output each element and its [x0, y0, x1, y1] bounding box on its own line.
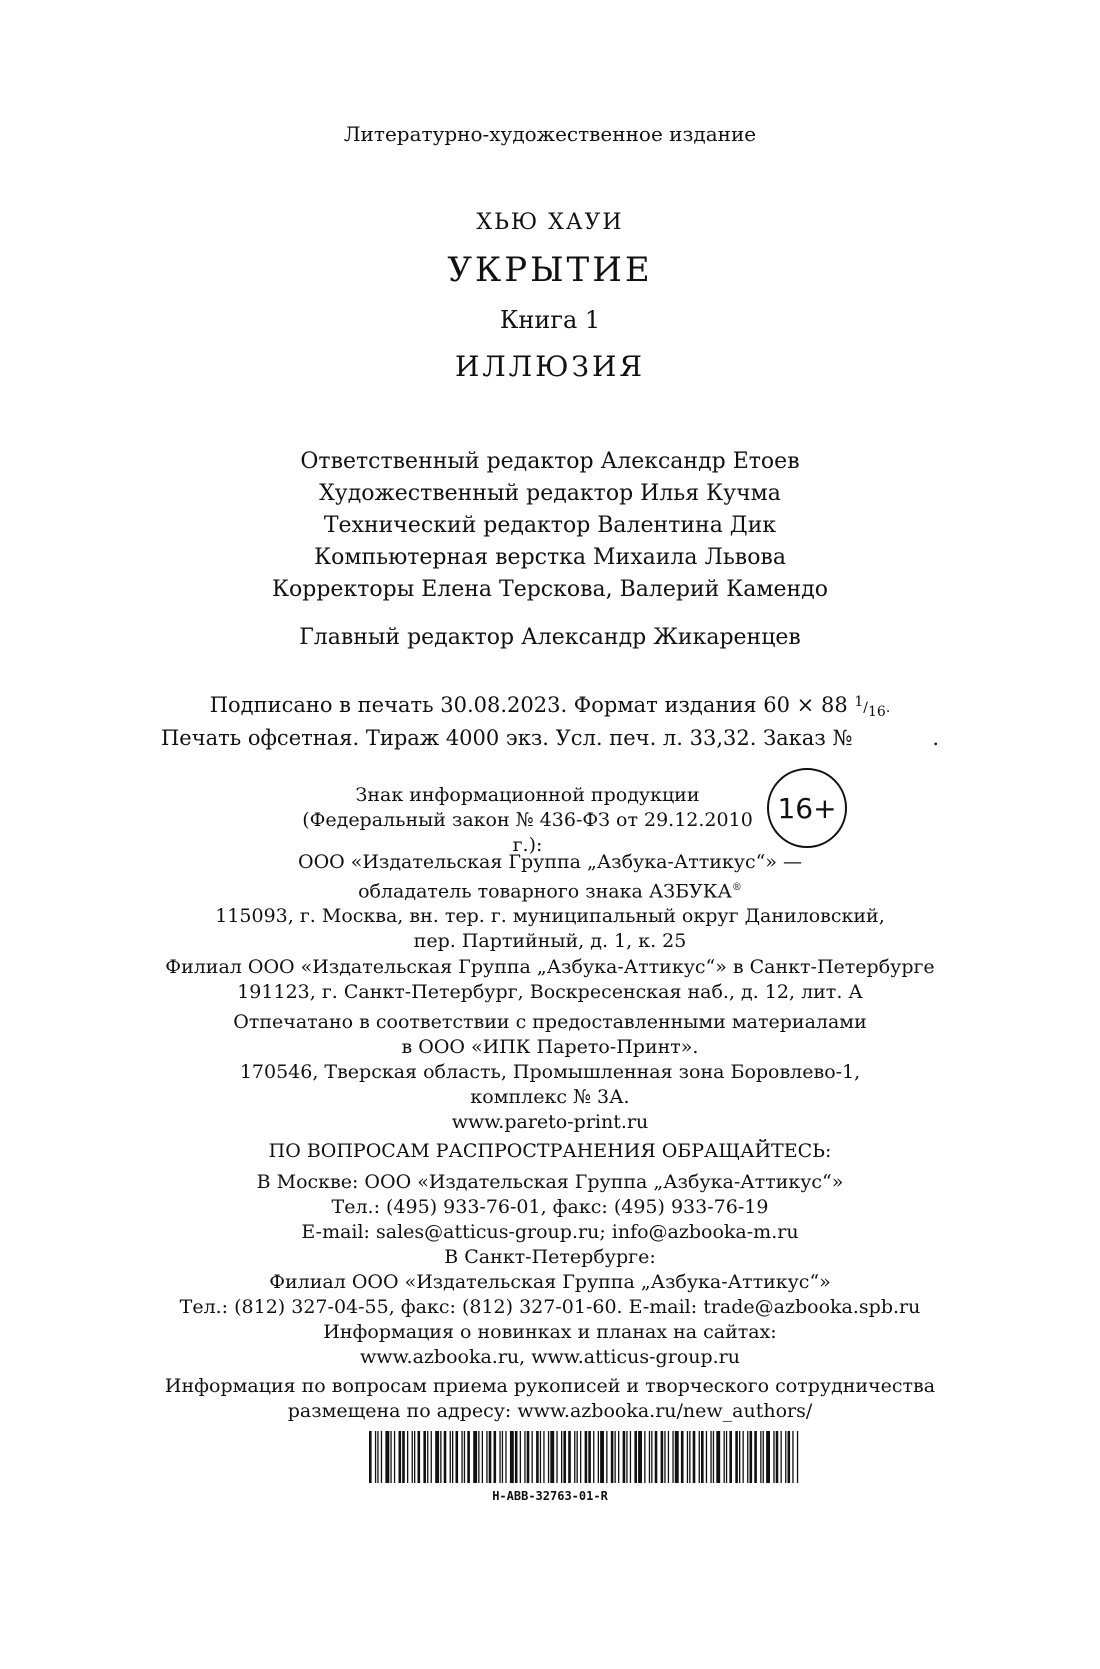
publisher-block: ООО «Издательская Группа „Азбука-Аттикус“» — обладатель товарного знака АЗБУКА® 115093, г. Москва, вн. тер. г. муниципальный округ Даниловский, пер. Партийный, д. 1, к. 25 [215, 851, 885, 953]
barcode-bar [574, 1431, 575, 1483]
barcode-bar [461, 1431, 462, 1483]
credit-line: Технический редактор Валентина Дик [323, 513, 777, 538]
barcode-bar [626, 1431, 627, 1483]
barcode-bar [606, 1431, 607, 1483]
barcode-bar [754, 1431, 757, 1483]
barcode-bar [618, 1431, 619, 1483]
print-info-line-1 [0, 690, 1100, 723]
barcode-bar [726, 1431, 727, 1483]
barcode-bar [724, 1431, 725, 1483]
barcode-bar [664, 1431, 665, 1483]
barcode-bar [729, 1431, 732, 1483]
barcode-bar [713, 1431, 714, 1483]
barcode-bar [515, 1431, 518, 1483]
barcode-bar [418, 1431, 421, 1483]
edition-type: Литературно-художественное издание [343, 122, 757, 146]
barcode-bar [423, 1431, 426, 1483]
barcode-bar [701, 1431, 704, 1483]
barcode-bar [550, 1431, 554, 1483]
barcode-bar [450, 1431, 451, 1483]
barcode-bar [651, 1431, 652, 1483]
barcode-bar [747, 1431, 748, 1483]
print-info-line-2: Печать офсетная. Тираж 4000 экз. Усл. печ. л. 33,32. Заказ № . [160, 726, 940, 750]
barcode-bar [369, 1431, 372, 1483]
barcode-bar [661, 1431, 664, 1483]
barcode-bar [536, 1431, 539, 1483]
barcode-bar [563, 1431, 566, 1483]
barcode-bar [499, 1431, 500, 1483]
age-rating-text [300, 783, 755, 858]
barcode-bar [693, 1431, 696, 1483]
barcode-bar [414, 1431, 415, 1483]
credit-line: Компьютерная верстка Михаила Львова [314, 545, 786, 570]
moscow-contacts: В Москве: ООО «Издательская Группа „Азбука-Аттикус“» Тел.: (495) 933-76-01, факс: (495) 933-76-19 E-mail: sales@atticus-group.ru; info@azbooka-m.ru [256, 1171, 844, 1243]
barcode-bar [394, 1431, 395, 1483]
barcode-bar [785, 1431, 786, 1483]
barcode-bar [797, 1431, 798, 1483]
barcode-bar [385, 1431, 389, 1483]
barcode-bar [444, 1431, 447, 1483]
credits-block [0, 446, 1100, 606]
barcode-bar [482, 1431, 483, 1483]
barcode-label: H-ABB-32763-01-R [492, 1489, 608, 1503]
barcode-bar [585, 1431, 588, 1483]
barcode-bar [502, 1431, 503, 1483]
barcode-bar [792, 1431, 793, 1483]
barcode-bar [431, 1431, 432, 1483]
news-info: Информация о новинках и планах на сайтах: www.azbooka.ru, www.atticus-group.ru [323, 1321, 777, 1368]
barcode-bar [611, 1431, 614, 1483]
barcode-bar [615, 1431, 616, 1483]
barcode-bar [600, 1431, 604, 1483]
barcode-bar [402, 1431, 405, 1483]
barcode-bar [440, 1431, 441, 1483]
barcode-bar [773, 1431, 774, 1483]
print-format-text: Подписано в печать 30.08.2023. Формат издания 60 × 88 [209, 693, 848, 717]
barcode-bar [699, 1431, 700, 1483]
barcode-bar [435, 1431, 439, 1483]
barcode-bar [486, 1431, 487, 1483]
barcode [369, 1431, 799, 1483]
book-number: Книга 1 [499, 306, 601, 334]
barcode-bar [375, 1431, 376, 1483]
barcode-bar [716, 1431, 720, 1483]
credit-line: Ответственный редактор Александр Етоев [300, 449, 800, 474]
barcode-bar [381, 1431, 382, 1483]
barcode-bar [668, 1431, 669, 1483]
barcode-bar [520, 1431, 521, 1483]
barcode-bar [527, 1431, 530, 1483]
barcode-bar [505, 1431, 506, 1483]
barcode-bar [781, 1431, 782, 1483]
barcode-bar [638, 1431, 642, 1483]
barcode-bar [649, 1431, 650, 1483]
barcode-bar [473, 1431, 477, 1483]
barcode-bar [524, 1431, 525, 1483]
barcode-bar [743, 1431, 744, 1483]
barcode-bar [689, 1431, 690, 1483]
trademark-symbol: ® [731, 882, 742, 893]
barcode-bar [568, 1431, 571, 1483]
barcode-bar [577, 1431, 578, 1483]
print-run-text: Печать офсетная. Тираж 4000 экз. Усл. печ. л. 33,32. Заказ № [160, 726, 853, 750]
barcode-bar [452, 1431, 453, 1483]
barcode-bar [706, 1431, 707, 1483]
barcode-bar [427, 1431, 428, 1483]
barcode-bar [407, 1431, 408, 1483]
barcode-bar [630, 1431, 631, 1483]
barcode-bar [739, 1431, 740, 1483]
barcode-bar [788, 1431, 791, 1483]
barcode-bar [478, 1431, 479, 1483]
spb-contacts: В Санкт-Петербурге: Филиал ООО «Издательская Группа „Азбука-Аттикус“» Тел.: (812) 327-04-55, факс: (812) 327-01-60. E-mail: trade@azbooka.spb.ru [179, 1246, 921, 1318]
book-title: УКРЫТИЕ [447, 250, 653, 290]
barcode-bar [760, 1431, 761, 1483]
barcode-bar [456, 1431, 459, 1483]
barcode-bar [580, 1431, 581, 1483]
barcode-bar [412, 1431, 413, 1483]
barcode-bar [675, 1431, 679, 1483]
barcode-bar [588, 1431, 591, 1483]
barcode-bar [489, 1431, 492, 1483]
barcode-bar [655, 1431, 658, 1483]
age-rating-line: Знак информационной продукции [355, 784, 700, 806]
barcode-bar [390, 1431, 391, 1483]
printer-block: Отпечатано в соответствии с предоставленными материалами в ООО «ИПК Парето-Принт». 170546, Тверская область, Промышленная зона Боровлево-1, комплекс № 3А. www.pareto-print.ru [233, 1011, 867, 1133]
barcode-bar [377, 1431, 378, 1483]
print-info [0, 690, 1100, 753]
barcode-bar [634, 1431, 637, 1483]
barcode-bar [494, 1431, 497, 1483]
credit-line: Корректоры Елена Терскова, Валерий Камендо [271, 577, 829, 602]
barcode-bar [766, 1431, 770, 1483]
barcode-bar [399, 1431, 402, 1483]
barcode-bar [763, 1431, 764, 1483]
barcode-bar [750, 1431, 753, 1483]
barcode-bar [556, 1431, 557, 1483]
manuscripts-info: Информация по вопросам приема рукописей и творческого сотрудничества размещена по адресу: www.azbooka.ru/new_authors/ [164, 1375, 936, 1422]
credit-line: Художественный редактор Илья Кучма [319, 481, 781, 506]
barcode-bar [593, 1431, 594, 1483]
barcode-bar [467, 1431, 470, 1483]
barcode-bar [598, 1431, 599, 1483]
barcode-bar [623, 1431, 626, 1483]
age-rating-line: (Федеральный закон № 436-ФЗ от 29.12.2010 г.): [302, 809, 753, 856]
barcode-bar [464, 1431, 465, 1483]
barcode-bar [561, 1431, 562, 1483]
author-name: ХЬЮ ХАУИ [476, 210, 624, 235]
barcode-bar [776, 1431, 779, 1483]
barcode-bar [681, 1431, 684, 1483]
format-fraction: 1/16. [854, 694, 891, 720]
barcode-bar [532, 1431, 533, 1483]
barcode-bar [548, 1431, 549, 1483]
barcode-bar [510, 1431, 514, 1483]
barcode-bar [672, 1431, 673, 1483]
distribution-heading: ПО ВОПРОСАМ РАСПРОСТРАНЕНИЯ ОБРАЩАЙТЕСЬ: [268, 1140, 832, 1162]
barcode-bar [687, 1431, 688, 1483]
chief-editor: Главный редактор Александр Жикаренцев [299, 625, 801, 650]
barcode-bar [735, 1431, 738, 1483]
barcode-bar [710, 1431, 711, 1483]
age-rating-badge: 16+ [767, 768, 847, 848]
barcode-bar [644, 1431, 645, 1483]
barcode-bar [540, 1431, 541, 1483]
branch-block: Филиал ООО «Издательская Группа „Азбука-Аттикус“» в Санкт-Петербурге 191123, г. Санкт-Петербург, Воскресенская наб., д. 12, лит. А [165, 956, 935, 1003]
book-subtitle: ИЛЛЮЗИЯ [454, 350, 646, 383]
barcode-bar [543, 1431, 544, 1483]
